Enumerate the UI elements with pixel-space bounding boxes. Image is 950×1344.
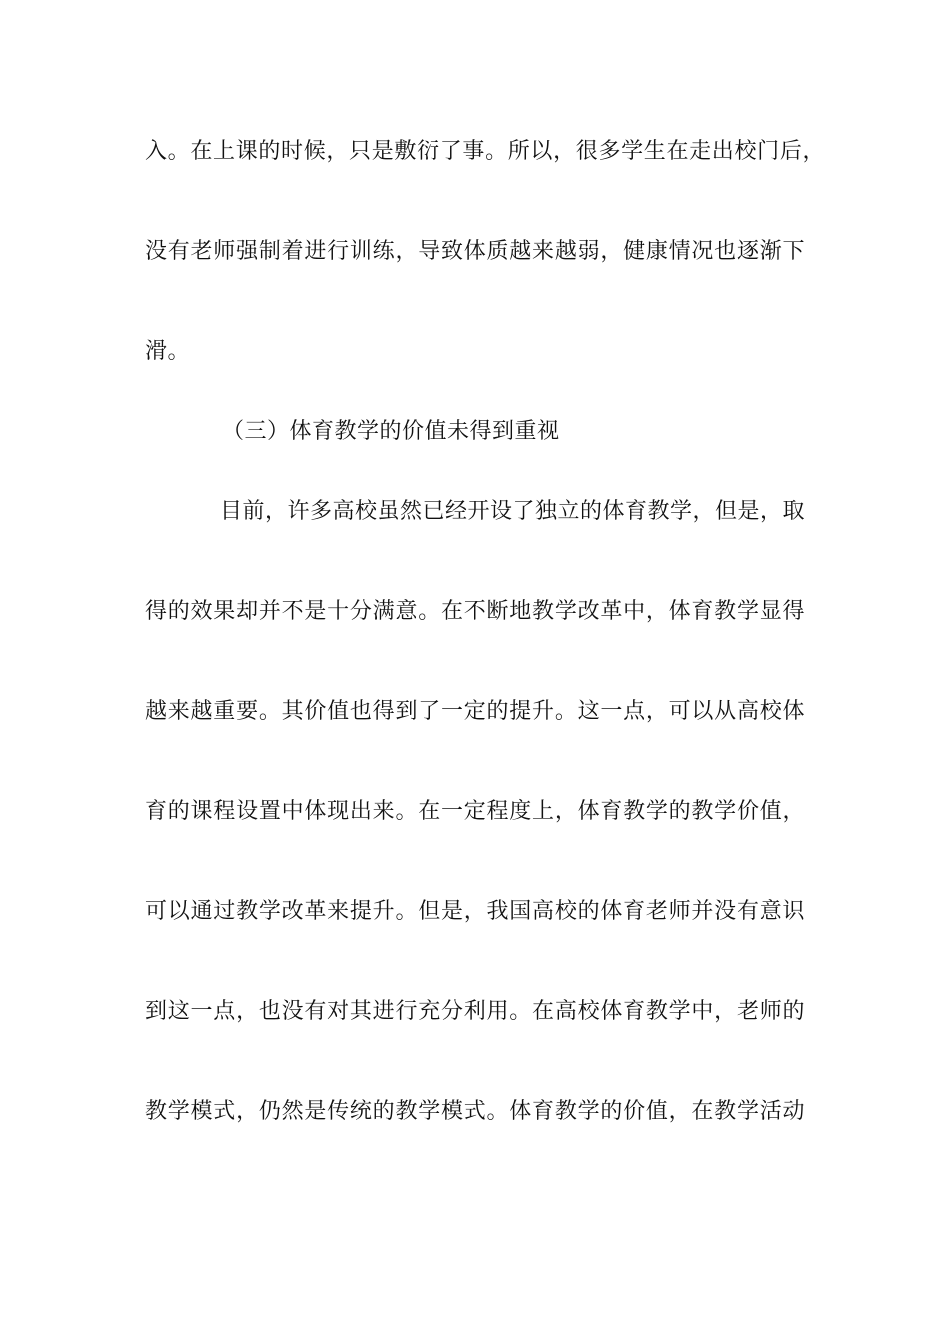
section-heading: （三）体育教学的价值未得到重视 — [222, 419, 560, 444]
text-line: 入。在上课的时候，只是敷衍了事。所以，很多学生在走出校门后， — [145, 139, 825, 164]
paragraph-line: 教学模式，仍然是传统的教学模式。体育教学的价值，在教学活动 — [145, 1099, 805, 1124]
paragraph-line: 目前，许多高校虽然已经开设了独立的体育教学，但是，取 — [220, 499, 806, 524]
text-line: 滑。 — [145, 339, 191, 364]
paragraph-line: 到这一点，也没有对其进行充分利用。在高校体育教学中，老师的 — [145, 999, 805, 1024]
paragraph-line: 育的课程设置中体现出来。在一定程度上，体育教学的教学价值， — [145, 799, 805, 824]
text-line: 没有老师强制着进行训练，导致体质越来越弱，健康情况也逐渐下 — [145, 239, 805, 264]
paragraph-line: 可以通过教学改革来提升。但是，我国高校的体育老师并没有意识 — [145, 899, 805, 924]
paragraph-line: 得的效果却并不是十分满意。在不断地教学改革中，体育教学显得 — [145, 599, 805, 624]
paragraph-line: 越来越重要。其价值也得到了一定的提升。这一点，可以从高校体 — [145, 699, 805, 724]
